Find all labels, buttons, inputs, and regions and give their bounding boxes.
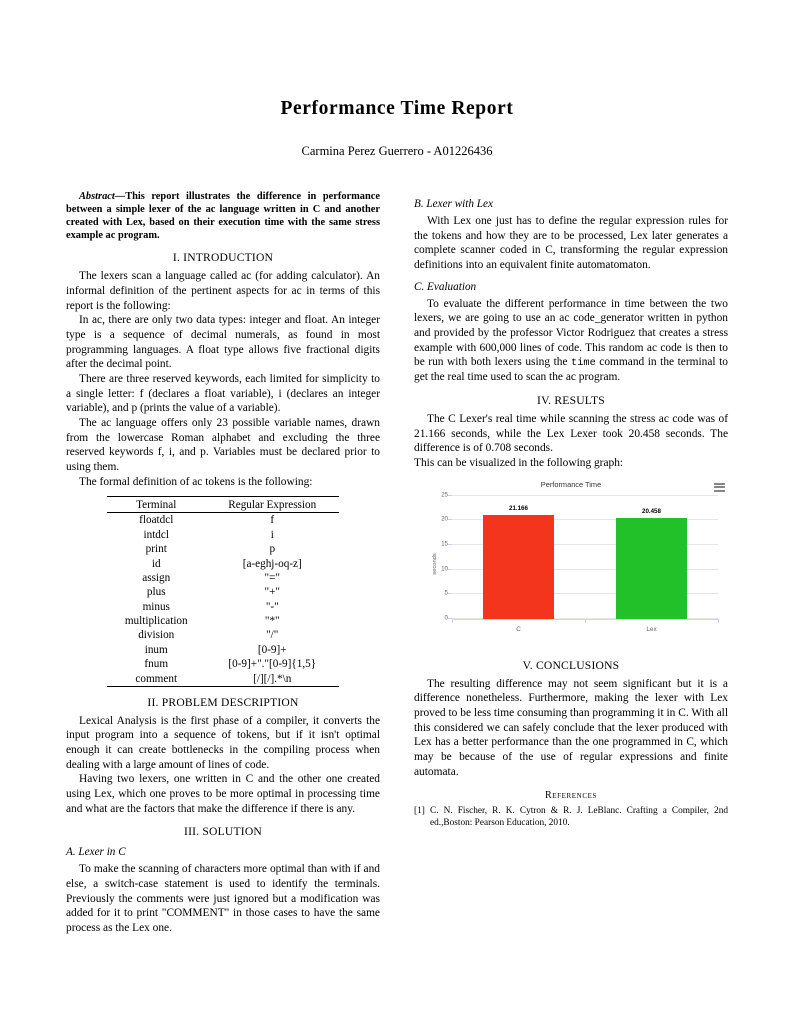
lexer-in-c-paragraph: To make the scanning of characters more optimal than with if and else, a switch-case statement is used to identify the terminals. Previously the comments were just ignored but a modification was added for it to print "COMMENT" in those cases to have the same process as the Lex one. bbox=[66, 863, 380, 934]
cell-regex: [a-eghj-oq-z] bbox=[242, 557, 302, 570]
intro-paragraph-3: There are three reserved keywords, each limited for simplicity to a single letter: f (declares a float variable), i (declares an integer variable), and p (prints the value of a variable). bbox=[66, 373, 380, 415]
table-body bbox=[107, 513, 339, 687]
table-row bbox=[107, 585, 339, 599]
cell-terminal: inum bbox=[144, 643, 168, 656]
intro-paragraph-2: In ac, there are only two data types: integer and float. An integer type is a sequence of decimal numerals, as found in most programming languages. A float type allows five fractional digits after the decimal point. bbox=[66, 314, 380, 371]
lexer-with-lex-paragraph: With Lex one just has to define the regular expression rules for the tokens and how they are to be processed, Lex later generates a complete scanner coded in C, transforming the regular expression definitions into an equivalent finite automatomaton. bbox=[414, 215, 728, 271]
heading-results: IV. RESULTS bbox=[537, 394, 605, 408]
cell-regex: "+" bbox=[264, 586, 280, 599]
chart-y-tick-label: 20 bbox=[441, 515, 448, 523]
chart-x-tick-mark bbox=[585, 619, 586, 623]
cell-terminal: fnum bbox=[144, 658, 169, 671]
cell-regex: f bbox=[270, 514, 275, 527]
abstract-paragraph bbox=[66, 190, 380, 242]
cell-regex: [0-9]+ bbox=[257, 643, 287, 656]
table-row bbox=[107, 571, 339, 585]
performance-time-chart bbox=[414, 478, 728, 650]
chart-bar[interactable] bbox=[483, 504, 553, 619]
column-header-regex: Regular Expression bbox=[205, 497, 339, 513]
table-row bbox=[107, 614, 339, 628]
cell-terminal: floatdcl bbox=[139, 514, 174, 527]
abstract-label: Abstract— bbox=[79, 191, 126, 202]
chart-gridline bbox=[441, 491, 718, 499]
token-definition-table bbox=[107, 496, 339, 687]
chart-bar-value-label: 20.458 bbox=[642, 508, 661, 516]
chart-x-tick-mark bbox=[452, 619, 453, 623]
reference-text: C. N. Fischer, R. K. Cytron & R. J. LeBlanc. Crafting a Compiler, 2nd ed.,Boston: Pearson Education, 2010. bbox=[430, 806, 728, 829]
evaluation-text-after: command in the terminal to get the real time used to scan the ac program. bbox=[414, 356, 728, 384]
table-row bbox=[107, 657, 339, 671]
heading-introduction: I. INTRODUCTION bbox=[172, 251, 274, 265]
chart-y-tick-mark bbox=[448, 569, 452, 570]
hamburger-menu-icon[interactable] bbox=[714, 483, 725, 492]
cell-terminal: comment bbox=[107, 671, 205, 686]
table-row bbox=[107, 528, 339, 542]
table-row bbox=[107, 643, 339, 657]
heading-evaluation: C. Evaluation bbox=[414, 280, 477, 293]
page-title: Performance Time Report bbox=[280, 98, 514, 119]
cell-regex: [0-9]+"."[0-9]{1,5} bbox=[228, 658, 317, 671]
left-column bbox=[66, 190, 380, 936]
table-row bbox=[107, 628, 339, 642]
chart-title: Performance Time bbox=[540, 479, 602, 489]
heading-problem-description: II. PROBLEM DESCRIPTION bbox=[147, 695, 299, 709]
results-paragraph-1: The C Lexer's real time while scanning the stress ac code was of 21.166 seconds, while the Lex Lexer took 20.458 seconds. The difference is of 0.708 seconds. bbox=[414, 413, 728, 455]
chart-y-tick-label: 10 bbox=[441, 565, 448, 573]
author-line: Carmina Perez Guerrero - A01226436 bbox=[301, 144, 493, 158]
two-column-body bbox=[66, 190, 728, 936]
cell-regex: i bbox=[270, 528, 274, 541]
column-header-terminal: Terminal bbox=[107, 497, 205, 513]
heading-lexer-with-lex: B. Lexer with Lex bbox=[414, 198, 493, 210]
chart-y-tick-label: 5 bbox=[444, 589, 448, 597]
table-head bbox=[107, 497, 339, 513]
chart-bar-value-label: 21.166 bbox=[509, 504, 528, 512]
cell-terminal: id bbox=[151, 557, 161, 570]
intro-paragraph-4: The ac language offers only 23 possible variable names, drawn from the lowercase Roman alphabet and excluding the three reserved keywords f, i, and p. Variables must be declared prior to using them. bbox=[66, 417, 380, 473]
heading-lexer-in-c: A. Lexer in C bbox=[66, 846, 126, 859]
intro-paragraph-5: The formal definition of ac tokens is the following: bbox=[79, 475, 313, 488]
cell-terminal: division bbox=[138, 629, 175, 642]
chart-bar[interactable] bbox=[616, 508, 686, 619]
intro-paragraph-1: The lexers scan a language called ac (for adding calculator). An informal definition of the pertinent aspects for ac in terms of this report is the following: bbox=[66, 270, 380, 312]
menu-bar-1 bbox=[714, 483, 725, 485]
conclusions-paragraph: The resulting difference may not seem significant but it is a difference nonetheless. Furthermore, making the lexer with Lex proved to be less time consuming than programming it in C. With all this considered we can safely conclude that the lexer produced with Lex has a better performance than the one programmed in C, which may be because of the use of regular expressions and finite automata. bbox=[414, 677, 728, 778]
cell-terminal: print bbox=[145, 543, 167, 556]
right-column bbox=[414, 190, 728, 936]
cell-terminal: assign bbox=[142, 571, 171, 584]
table-row bbox=[107, 513, 339, 528]
cell-regex: "-" bbox=[265, 600, 279, 613]
chart-y-tick-label: 15 bbox=[441, 540, 448, 548]
cell-terminal: multiplication bbox=[124, 615, 188, 628]
menu-bar-3 bbox=[714, 490, 725, 492]
cell-regex: "/" bbox=[266, 629, 279, 642]
heading-references: References bbox=[545, 790, 597, 802]
table-row bbox=[107, 556, 339, 570]
table-row bbox=[107, 542, 339, 556]
cell-regex: [/][/].*\n bbox=[205, 671, 339, 686]
chart-x-tick-mark bbox=[718, 619, 719, 623]
problem-paragraph-2: Having two lexers, one written in C and the other one created using Lex, which one proves to be more optimal in processing time and what are the factors that make the difference if there is any. bbox=[66, 773, 380, 815]
table-row bbox=[107, 671, 339, 686]
reference-item bbox=[414, 806, 728, 829]
chart-y-tick-mark bbox=[448, 495, 452, 496]
chart-y-tick-label: 25 bbox=[441, 491, 448, 499]
chart-y-tick-mark bbox=[448, 519, 452, 520]
chart-y-tick-mark bbox=[448, 593, 452, 594]
cell-terminal: minus bbox=[142, 600, 170, 613]
chart-x-category-label: Lex bbox=[646, 625, 657, 633]
cell-regex: p bbox=[269, 543, 276, 556]
chart-y-tick-label: 0 bbox=[444, 614, 448, 622]
menu-bar-2 bbox=[714, 486, 725, 488]
heading-solution: III. SOLUTION bbox=[184, 825, 262, 839]
chart-y-tick-mark bbox=[448, 544, 452, 545]
problem-paragraph-1: Lexical Analysis is the first phase of a compiler, it converts the input program into a sequence of tokens, but if it isn't optimal enough it can create bottlenecks in the compiling process when dealing with a large amount of lines of code. bbox=[66, 714, 380, 771]
table-header-row bbox=[107, 497, 339, 513]
abstract-text: This report illustrates the difference in performance between a simple lexer of the ac language written in C and another created with Lex, based on their execution time with the same stress example ac program. bbox=[66, 191, 380, 242]
chart-x-category-label: C bbox=[516, 625, 521, 633]
cell-regex: "*" bbox=[264, 615, 280, 628]
evaluation-text-before: To evaluate the different performance in time between the two lexers, we are going to use an ac code_generator written in python and provided by the professor Victor Rodriguez that creates a stress example with 600,000 lines of code. This random ac code is then to be run with both lexers using the bbox=[414, 297, 728, 369]
heading-conclusions: V. CONCLUSIONS bbox=[522, 658, 620, 672]
cell-terminal: plus bbox=[146, 586, 166, 599]
table-row bbox=[107, 600, 339, 614]
reference-number: [1] bbox=[414, 806, 425, 817]
time-command-code: time bbox=[571, 357, 596, 370]
cell-terminal: intdcl bbox=[143, 528, 169, 541]
chart-y-axis-title: seconds bbox=[431, 552, 438, 575]
evaluation-paragraph bbox=[414, 297, 728, 386]
results-paragraph-2: This can be visualized in the following graph: bbox=[414, 457, 624, 470]
chart-plot-area bbox=[441, 491, 718, 633]
cell-regex: "=" bbox=[264, 571, 280, 584]
